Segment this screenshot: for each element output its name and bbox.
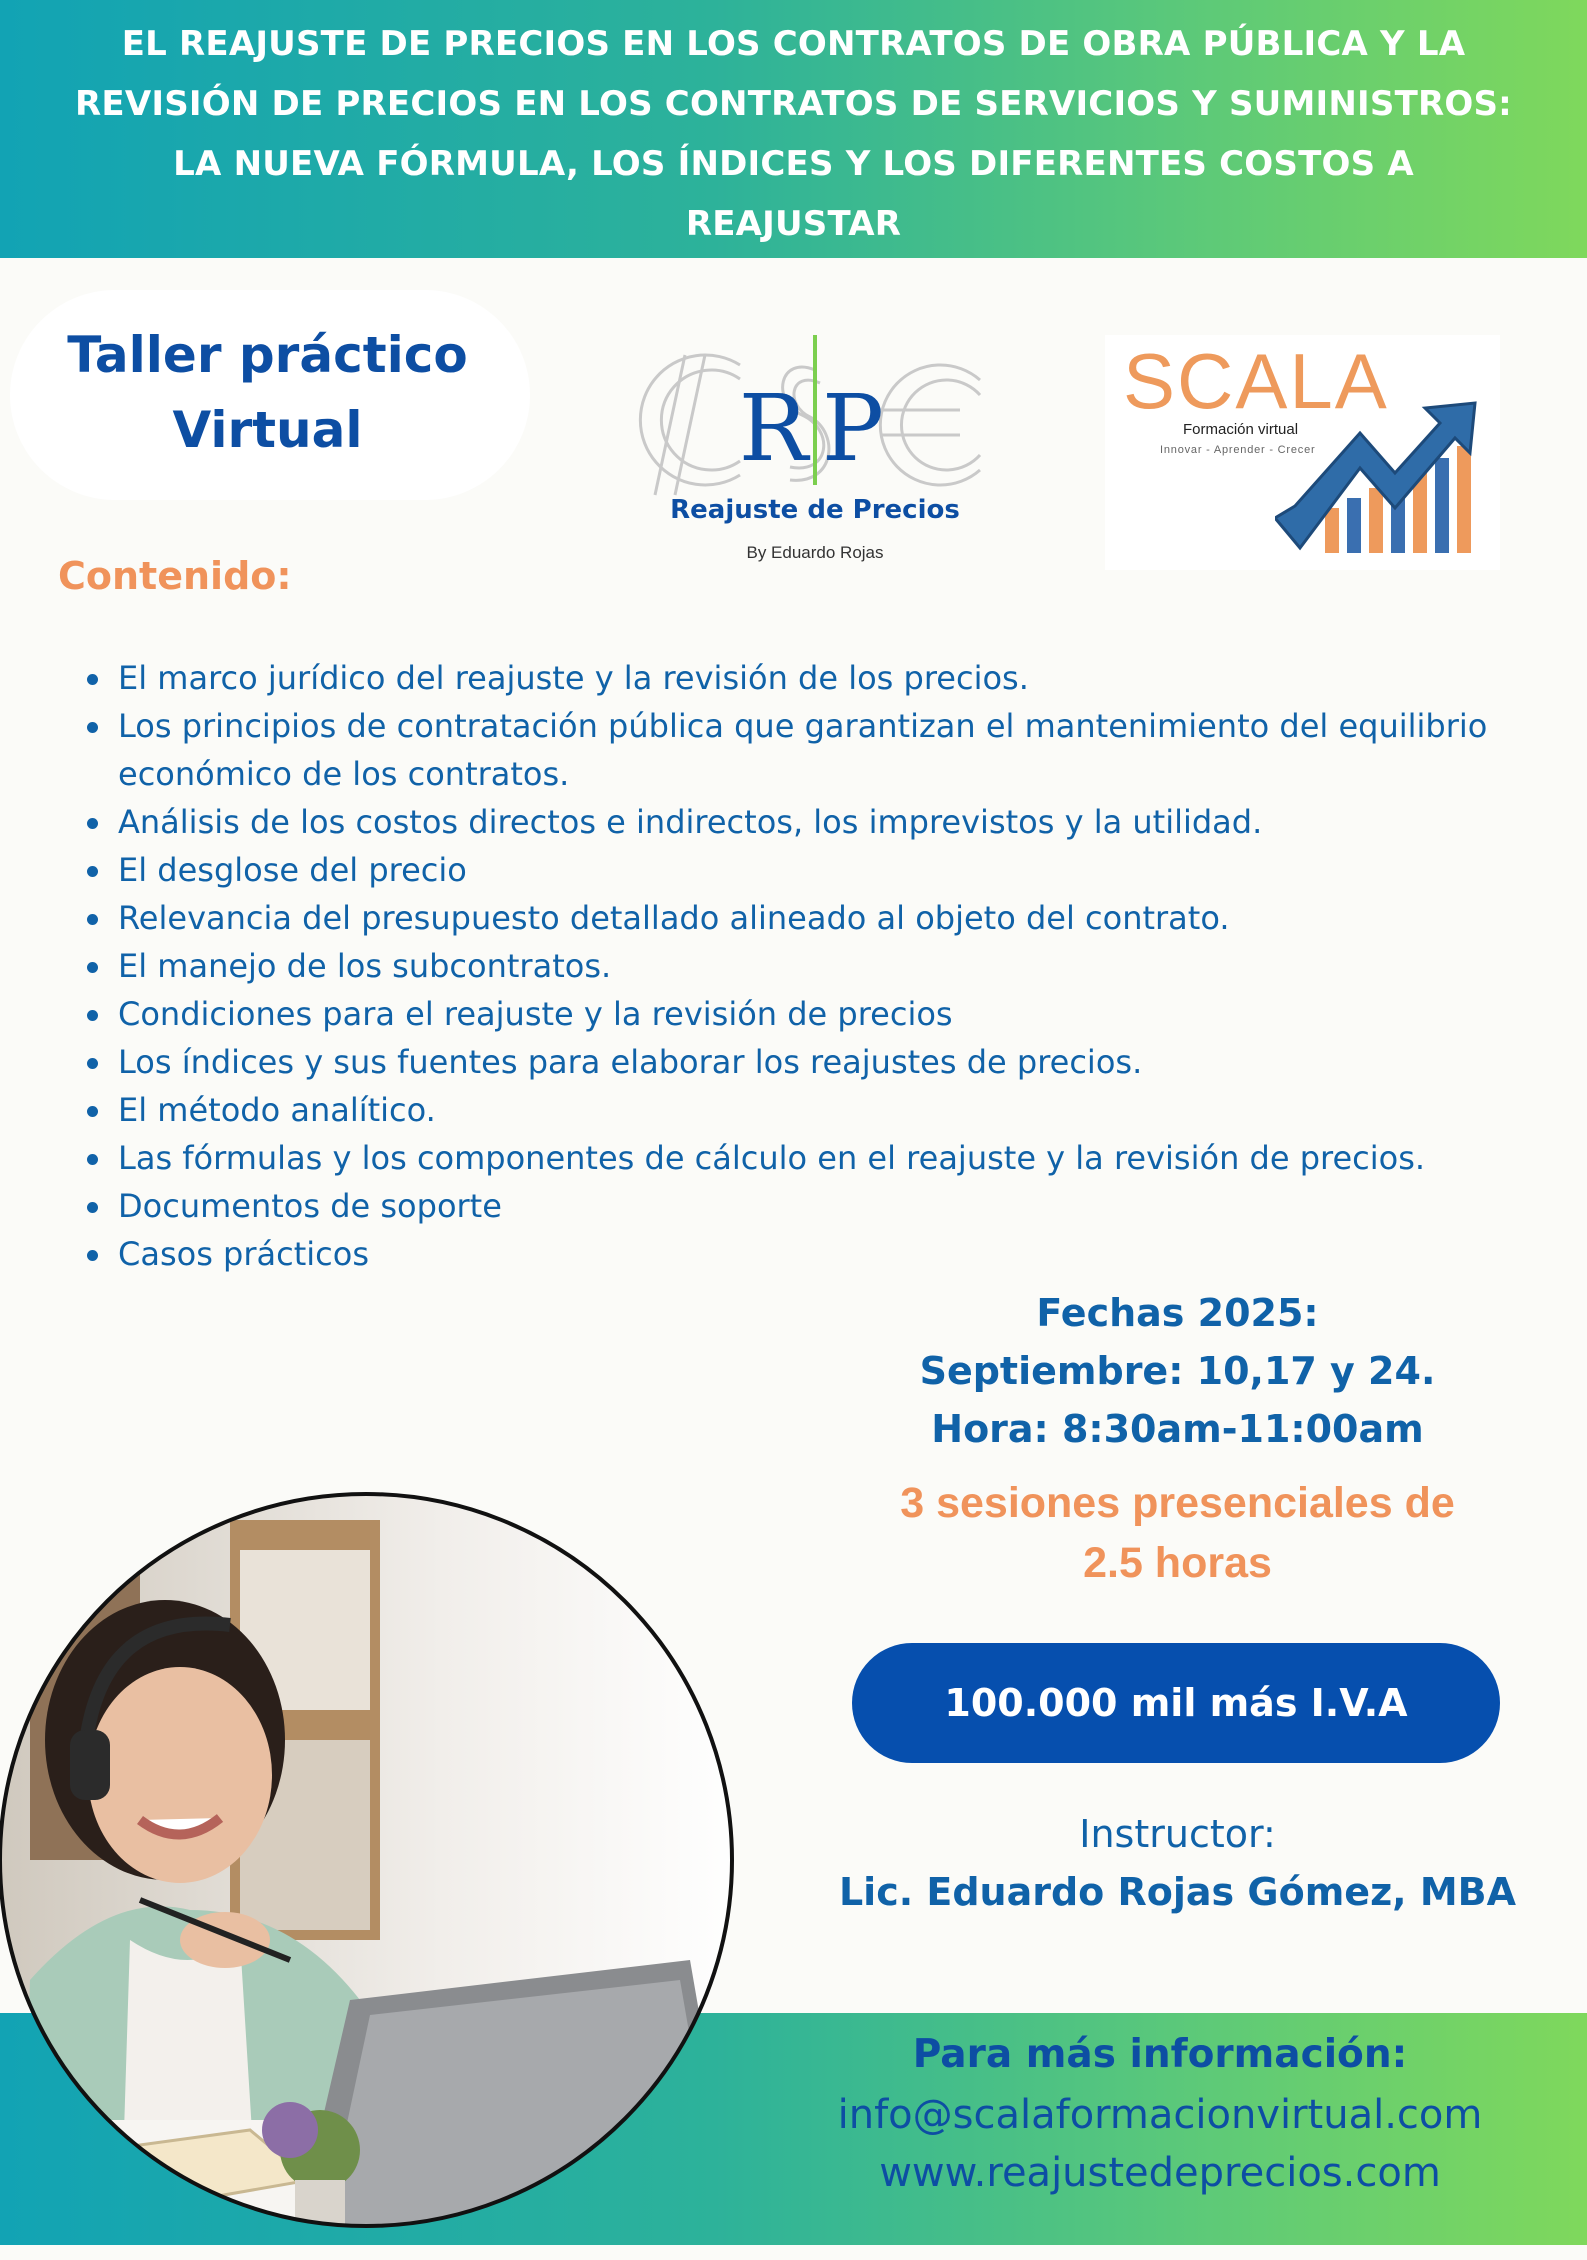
list-item: Análisis de los costos directos e indirectos, los imprevistos y la utilidad. bbox=[85, 798, 1525, 846]
sessions-text bbox=[870, 1473, 1485, 1593]
list-item: El método analítico. bbox=[85, 1086, 1525, 1134]
list-item: Los principios de contratación pública que garantizan el mantenimiento del equilibrio económico de los contratos. bbox=[85, 702, 1525, 798]
workshop-title-line: Taller práctico bbox=[67, 326, 468, 384]
rp-logo bbox=[630, 325, 1000, 570]
instructor-label: Instructor: bbox=[1079, 1812, 1276, 1856]
instructor-name: Lic. Eduardo Rojas Gómez, MBA bbox=[838, 1870, 1517, 1914]
list-item: Condiciones para el reajuste y la revisión de precios bbox=[85, 990, 1525, 1038]
title-line: REVISIÓN DE PRECIOS EN LOS CONTRATOS DE SERVICIOS Y SUMINISTROS: bbox=[75, 84, 1512, 124]
scala-subtitle: Formación virtual bbox=[1183, 421, 1299, 438]
list-item: Casos prácticos bbox=[85, 1230, 1525, 1278]
scala-tagline: Innovar - Aprender - Crecer bbox=[1160, 444, 1316, 456]
list-item: El desglose del precio bbox=[85, 846, 1525, 894]
email-link[interactable]: info@scalaformacionvirtual.com bbox=[837, 2092, 1483, 2138]
list-item: Las fórmulas y los componentes de cálculo en el reajuste y la revisión de precios. bbox=[85, 1134, 1525, 1182]
sessions-line: 3 sesiones presenciales de bbox=[900, 1479, 1455, 1527]
student-photo bbox=[0, 1440, 742, 2260]
price-button[interactable]: 100.000 mil más I.V.A bbox=[852, 1643, 1500, 1763]
contenido-list bbox=[85, 654, 1525, 1278]
title-line: LA NUEVA FÓRMULA, LOS ÍNDICES Y LOS DIFERENTES COSTOS A bbox=[173, 144, 1414, 184]
list-item: Relevancia del presupuesto detallado alineado al objeto del contrato. bbox=[85, 894, 1525, 942]
title-line: EL REAJUSTE DE PRECIOS EN LOS CONTRATOS DE OBRA PÚBLICA Y LA bbox=[121, 24, 1466, 64]
workshop-title-line: Virtual bbox=[172, 401, 363, 459]
list-item: Los índices y sus fuentes para elaborar los reajustes de precios. bbox=[85, 1038, 1525, 1086]
rp-byline: By Eduardo Rojas bbox=[746, 543, 884, 562]
website-link[interactable]: www.reajustedeprecios.com bbox=[879, 2150, 1441, 2196]
sessions-line: 2.5 horas bbox=[1083, 1539, 1272, 1587]
time-value: Hora: 8:30am-11:00am bbox=[931, 1407, 1424, 1451]
rp-letter: R bbox=[738, 375, 808, 482]
scala-wordmark: SCALA bbox=[1123, 337, 1389, 425]
list-item: Documentos de soporte bbox=[85, 1182, 1525, 1230]
list-item: El marco jurídico del reajuste y la revisión de los precios. bbox=[85, 654, 1525, 702]
growth-chart-icon bbox=[1275, 398, 1495, 558]
dates-title: Fechas 2025: bbox=[1036, 1291, 1319, 1335]
rp-tagline: Reajuste de Precios bbox=[670, 495, 960, 525]
page-title bbox=[60, 14, 1527, 254]
schedule-block bbox=[870, 1284, 1485, 1458]
title-line: REAJUSTAR bbox=[685, 204, 902, 244]
contenido-heading: Contenido: bbox=[58, 554, 292, 598]
rp-letter: P bbox=[822, 375, 884, 482]
dates-value: Septiembre: 10,17 y 24. bbox=[919, 1349, 1436, 1393]
workshop-title bbox=[30, 318, 505, 468]
footer-title: Para más información: bbox=[912, 2032, 1408, 2077]
list-item: El manejo de los subcontratos. bbox=[85, 942, 1525, 990]
